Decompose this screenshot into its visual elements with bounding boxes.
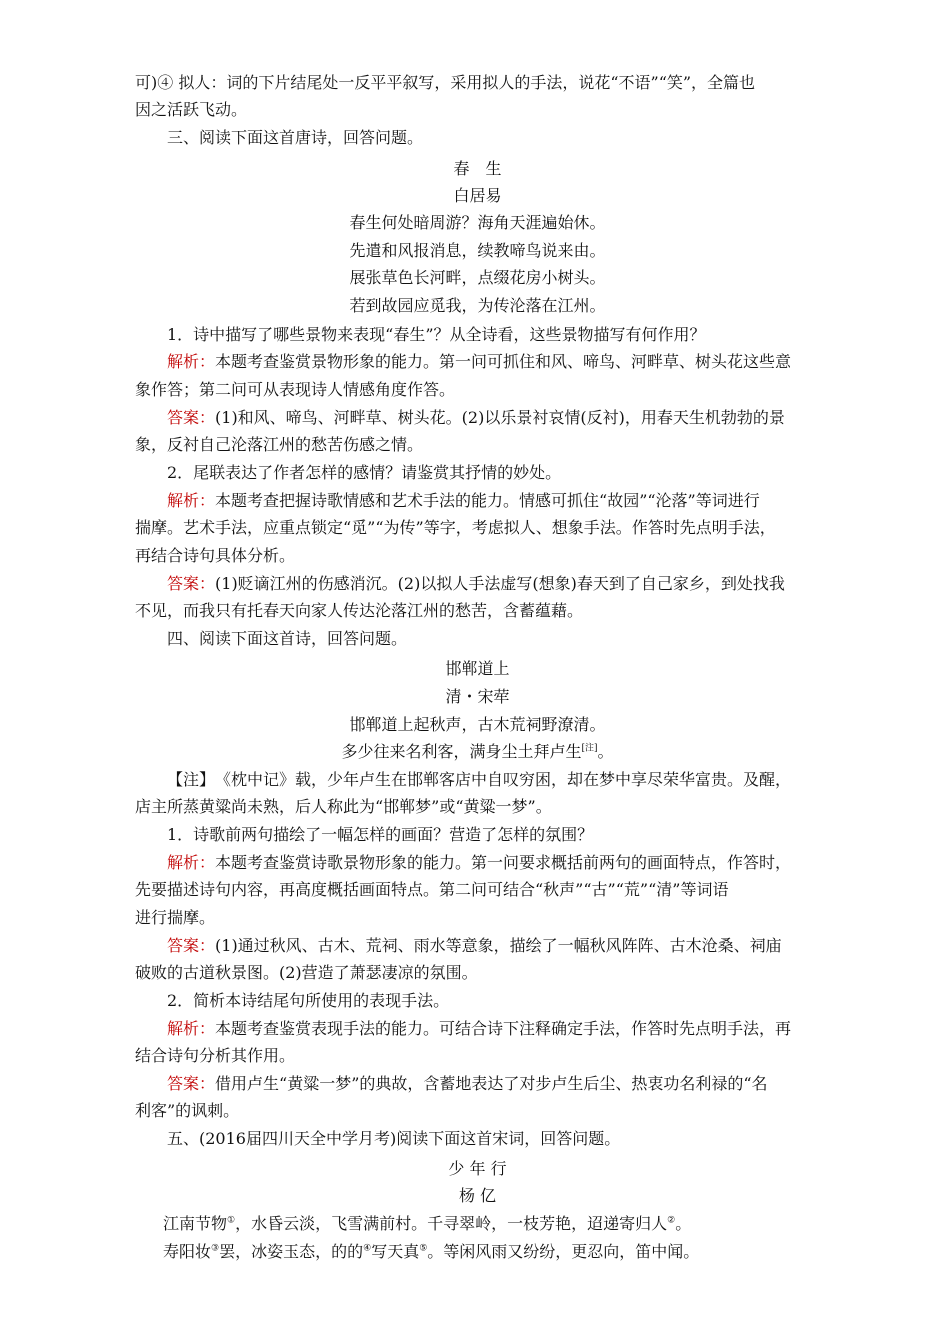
analysis-text: 本题考查鉴赏诗歌景物形象的能力。第一问要求概括前两句的画面特点，作答时， xyxy=(215,853,792,872)
answer-line xyxy=(135,570,820,597)
section-heading: 四、阅读下面这首诗，回答问题。 xyxy=(167,629,408,648)
ci-text: 。 xyxy=(675,1214,692,1233)
poem-line xyxy=(135,738,820,765)
poem-line: 春生何处暗周游？海角天涯遍始休。 xyxy=(349,213,606,232)
ci-text: 写天真 xyxy=(371,1242,420,1261)
analysis-line xyxy=(135,849,820,876)
note-marker: ⑤ xyxy=(419,1243,428,1254)
answer-line xyxy=(135,404,820,431)
note-marker: ② xyxy=(667,1215,676,1226)
poem-title: 春 生 xyxy=(453,159,502,178)
analysis-label: 解析： xyxy=(167,491,216,510)
poem-line: 邯郸道上起秋声，古木荒祠野潦清。 xyxy=(349,715,606,734)
text-line: 因之活跃飞动。 xyxy=(135,100,248,119)
poem-text: 。 xyxy=(597,742,614,761)
answer-line: 破败的古道秋景图。(2)营造了萧瑟凄凉的氛围。 xyxy=(135,963,478,982)
analysis-text: 本题考查鉴赏景物形象的能力。第一问可抓住和风、啼鸟、河畔草、树头花这些意 xyxy=(215,352,792,371)
poem-author: 清・宋荦 xyxy=(445,687,510,706)
note-line: 店主所蒸黄粱尚未熟，后人称此为“邯郸梦”或“黄粱一梦”。 xyxy=(135,797,552,816)
answer-line xyxy=(135,932,820,959)
analysis-label: 解析： xyxy=(167,1019,216,1038)
analysis-line: 再结合诗句具体分析。 xyxy=(135,546,296,565)
analysis-text: 本题考查把握诗歌情感和艺术手法的能力。情感可抓住“故园”“沦落”等词进行 xyxy=(215,491,760,510)
poem-line: 先遣和风报消息，续教啼鸟说来由。 xyxy=(349,241,606,260)
poem-line: 若到故园应觅我，为传沦落在江州。 xyxy=(349,296,606,315)
analysis-line: 象作答；第二问可从表现诗人情感角度作答。 xyxy=(135,380,456,399)
answer-line: 不见，而我只有托春天向家人传达沦落江州的愁苦，含蓄蕴藉。 xyxy=(135,601,584,620)
note-marker: ④ xyxy=(363,1243,372,1254)
question: 2．尾联表达了作者怎样的感情？请鉴赏其抒情的妙处。 xyxy=(167,463,562,482)
answer-label: 答案： xyxy=(167,936,216,955)
answer-line xyxy=(135,1070,820,1097)
note-marker: ③ xyxy=(211,1243,220,1254)
question: 1．诗中描写了哪些景物来表现“春生”？从全诗看，这些景物描写有何作用？ xyxy=(167,325,706,344)
section-heading: 三、阅读下面这首唐诗，回答问题。 xyxy=(167,128,424,147)
poem-title: 邯郸道上 xyxy=(445,659,510,678)
note-marker: ① xyxy=(227,1215,236,1226)
question: 2．简析本诗结尾句所使用的表现手法。 xyxy=(167,991,450,1010)
analysis-line: 揣摩。艺术手法，应重点锁定“觅”“为传”等字，考虑拟人、想象手法。作答时先点明手法， xyxy=(135,518,776,537)
poem-title: 少 年 行 xyxy=(448,1159,507,1178)
question: 1．诗歌前两句描绘了一幅怎样的画面？营造了怎样的氛围？ xyxy=(167,825,594,844)
analysis-label: 解析： xyxy=(167,352,216,371)
text-line: 可)④ 拟人：词的下片结尾处一反平平叙写，采用拟人的手法，说花“不语”“笑”，全篇也 xyxy=(135,73,756,92)
section-heading: 五、(2016届四川天全中学月考)阅读下面这首宋词，回答问题。 xyxy=(167,1129,621,1148)
analysis-line: 进行揣摩。 xyxy=(135,908,216,927)
ci-line xyxy=(163,1238,820,1265)
answer-text: (1)通过秋风、古木、荒祠、雨水等意象，描绘了一幅秋风阵阵、古木沧桑、祠庙 xyxy=(215,936,782,955)
poem-text: 多少往来名利客，满身尘土拜卢生 xyxy=(341,742,582,761)
note-marker: [注] xyxy=(581,743,598,754)
note-line: 【注】 《枕中记》载，少年卢生在邯郸客店中自叹穷困，却在梦中享尽荣华富贵。及醒， xyxy=(167,770,792,789)
poem-author: 白居易 xyxy=(453,186,502,205)
analysis-line xyxy=(135,487,820,514)
answer-text: (1)和风、啼鸟、河畔草、树头花。(2)以乐景衬哀情(反衬)，用春天生机勃勃的景 xyxy=(215,408,785,427)
ci-line xyxy=(163,1210,820,1237)
analysis-label: 解析： xyxy=(167,853,216,872)
answer-text: (1)贬谪江州的伤感消沉。(2)以拟人手法虚写(想象)春天到了自己家乡，到处找我 xyxy=(215,574,785,593)
answer-line: 象，反衬自己沦落江州的愁苦伤感之情。 xyxy=(135,435,424,454)
ci-text: 寿阳妆 xyxy=(163,1242,212,1261)
answer-label: 答案： xyxy=(167,408,216,427)
answer-label: 答案： xyxy=(167,574,216,593)
analysis-text: 本题考查鉴赏表现手法的能力。可结合诗下注释确定手法，作答时先点明手法，再 xyxy=(215,1019,792,1038)
ci-text: 罢，冰姿玉态，的的 xyxy=(219,1242,364,1261)
answer-text: 借用卢生“黄粱一梦”的典故，含蓄地表达了对步卢生后尘、热衷功名利禄的“名 xyxy=(215,1074,768,1093)
analysis-line xyxy=(135,1015,820,1042)
ci-text: ，水昏云淡，飞雪满前村。千寻翠岭，一枝芳艳，迢递寄归人 xyxy=(235,1214,668,1233)
answer-line: 利客”的讽刺。 xyxy=(135,1101,240,1120)
answer-label: 答案： xyxy=(167,1074,216,1093)
ci-text: 江南节物 xyxy=(163,1214,228,1233)
analysis-line: 先要描述诗句内容，再高度概括画面特点。第二问可结合“秋声”“古”“荒”“清”等词语 xyxy=(135,880,729,899)
analysis-line: 结合诗句分析其作用。 xyxy=(135,1046,296,1065)
poem-author: 杨 亿 xyxy=(458,1186,497,1205)
ci-text: 。等闲风雨又纷纷，更忍向，笛中闻。 xyxy=(427,1242,700,1261)
poem-line: 展张草色长河畔，点缀花房小树头。 xyxy=(349,268,606,287)
analysis-line xyxy=(135,348,820,375)
